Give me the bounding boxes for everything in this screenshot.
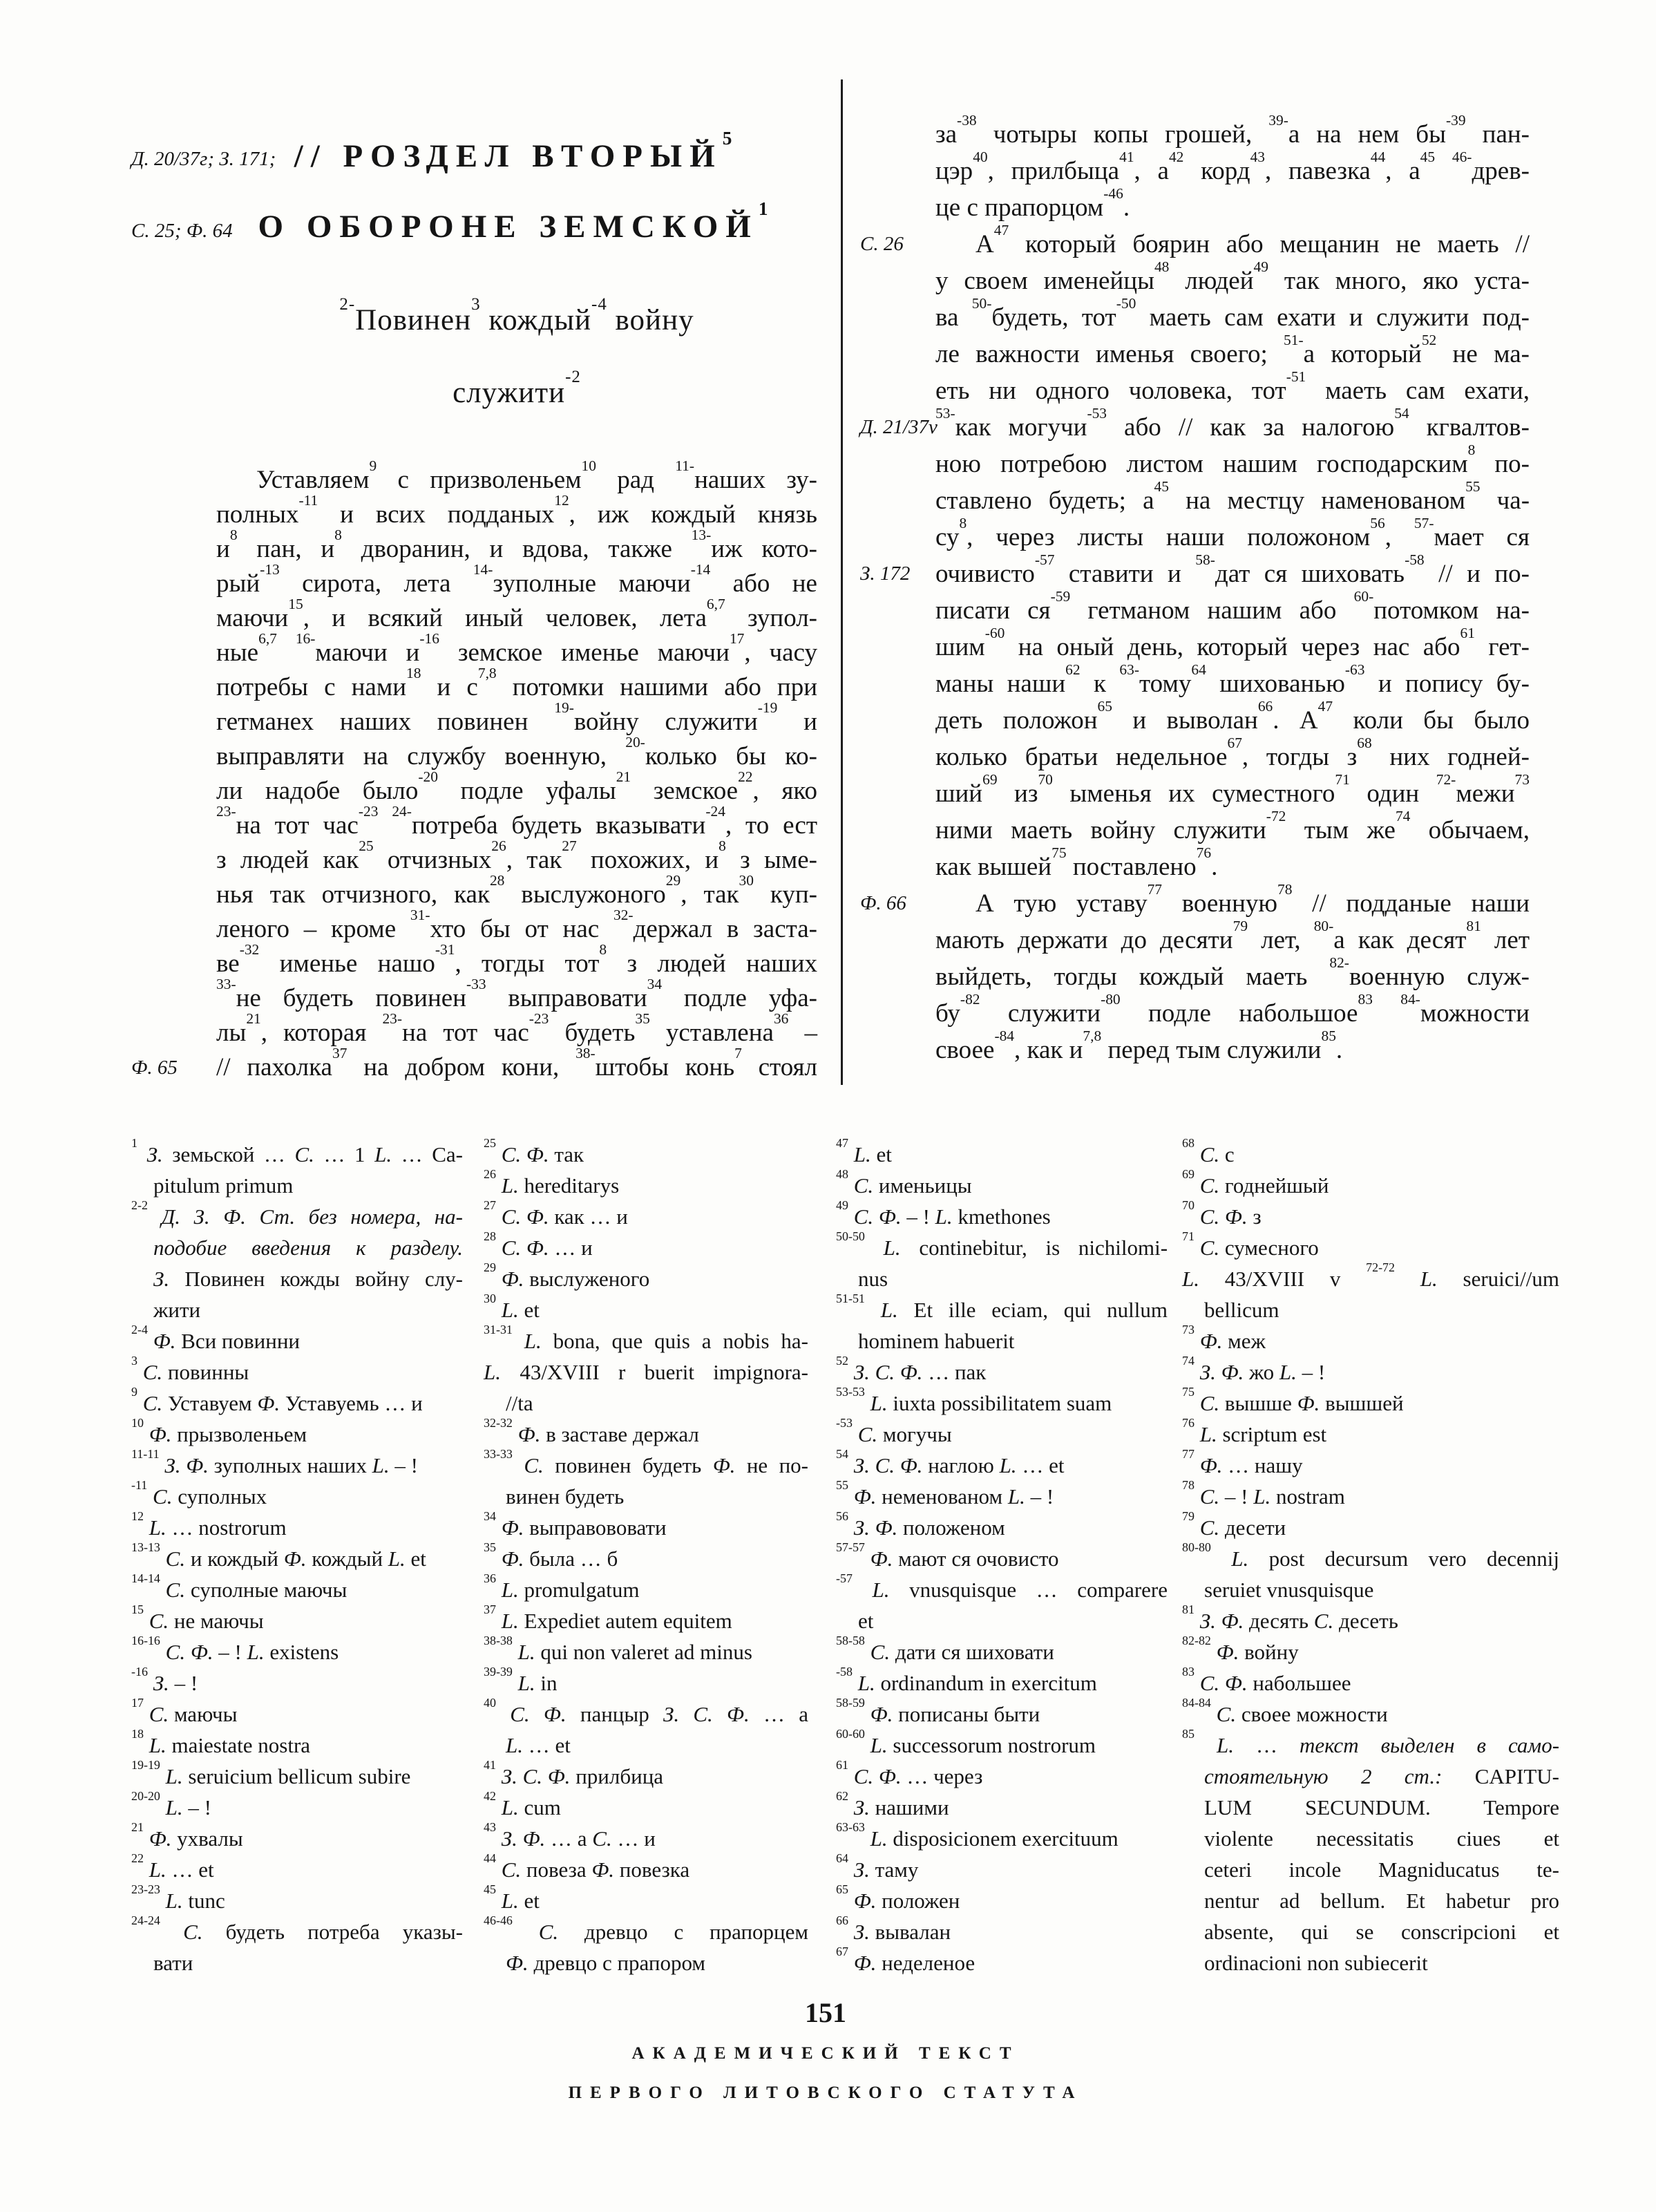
text-line: $^{23-23}$ L. tunc [131, 1882, 225, 1913]
text-line: $^{66}$ З. вывалан [836, 1913, 951, 1944]
text-line: стоятельную 2 ст.: CAPITU- [1204, 1764, 1559, 1788]
text-line: $^{19-19}$ L. seruicium bellicum subire [131, 1757, 411, 1788]
text-line: $^{48}$ С. именьицы [836, 1166, 972, 1198]
text-line: $А^{47}$ который боярин або мещанин не маеть // [975, 221, 1530, 258]
text-line: $^{10}$ Ф. прызволеньем [131, 1415, 307, 1446]
text-line: $^{-57}$ L. vnusquisque … comparere [836, 1571, 1168, 1602]
text-line: $^{25}$ С. Ф. так [484, 1135, 584, 1166]
text-line: LUM SECUNDUM. Tempore [1204, 1795, 1559, 1819]
text-line: у своем именейцы$^{48}$ людей$^{49}$ так много, яко уста- [935, 258, 1530, 295]
text-line: $бу^{-82}$ служити$^{-80}$ подле набольшое$^{83}$ $^{84-}$можности [935, 990, 1530, 1028]
text-line: pitulum primum [153, 1173, 294, 1198]
text-line: $^{84-84}$ С. своее можности [1182, 1695, 1388, 1726]
text-line: $^{15}$ С. не маючы [131, 1602, 264, 1633]
text-line: $^{26}$ L. hereditarys [484, 1166, 620, 1198]
text-line: $^{-58}$ L. ordinandum in exercitum [836, 1664, 1097, 1695]
margin-sigla-line-1: Д. 20/37г; З. 171; [131, 148, 276, 170]
text-line: $^{2-2}$ Д. З. Ф. Ст. без номера, на- [131, 1198, 463, 1229]
text-line: seruiet vnusquisque [1204, 1578, 1374, 1602]
text-line: своее$^{-84}$, как $и^{7,8}$ перед тым служили$^{85}$. [935, 1027, 1343, 1064]
text-line: $^{17}$ С. маючы [131, 1695, 238, 1726]
text-line: ceteri incole Magniducatus te- [1204, 1857, 1559, 1882]
text-line: $^{55}$ Ф. неменованом L. – ! [836, 1477, 1054, 1509]
text-line: $^{21}$ Ф. ухвалы [131, 1819, 243, 1851]
text-line: $^{82-82}$ Ф. войну [1182, 1633, 1299, 1664]
text-line: $^{40}$ С. Ф. панцыр З. С. Ф. … а [484, 1695, 809, 1726]
text-line: $^{70}$ С. Ф. з [1182, 1198, 1262, 1229]
text-line: нья так отчизного, как$^{28}$ выслужоного$^{29}$, так$^{30}$ куп- [216, 871, 817, 909]
right-text-column [935, 111, 1530, 1068]
text-line: жити [153, 1298, 201, 1322]
text-line: $^{18}$ L. maiestate nostra [131, 1726, 311, 1757]
text-line: $^{50-50}$ L. continebitur, is nichilomi- [836, 1229, 1168, 1260]
text-line: маны наши$^{62}$ к $^{63-}$тому$^{64}$ шихованью$^{-63}$ и попису бу- [935, 661, 1530, 698]
text-line: L. 43/XVIII v $^{72-72}$ L. seruici//um [1182, 1260, 1559, 1291]
chapter-title-line-1: // РОЗДЕЛ ВТОРЫЙ$^5$ [294, 128, 740, 174]
article-title-line-1: $^{2-}$Повинен$^3$ кождый$^{-4}$ войну [339, 294, 694, 337]
text-line: $^{-16}$ З. – ! [131, 1664, 198, 1695]
text-line: $^{36}$ L. promulgatum [484, 1571, 640, 1602]
margin-note: Ф. 65 [131, 1057, 178, 1079]
text-line: $^{68}$ С. с [1182, 1135, 1235, 1166]
column-divider-rule [841, 79, 843, 1085]
text-line: $^{81}$ З. Ф. десять С. десеть [1182, 1602, 1398, 1633]
text-line: //ta [506, 1391, 533, 1415]
article-heading [216, 294, 817, 413]
margin-note: С. 26 [860, 233, 904, 255]
text-line: $ве^{-32}$ именье нашо$^{-31}$, тогды тот$^8$ з людей наших [216, 940, 817, 978]
text-line: $су^8$, через листы наши положоном$^{56}$, $^{57-}$мает ся [935, 514, 1530, 551]
text-line: violente necessitatis ciues et [1204, 1826, 1559, 1851]
text-line: $лы^{21}$, которая $^{23-}$на тот час$^{-23}$ будеть$^{35}$ уставлена$^{36}$ – [216, 1010, 817, 1047]
text-line: ними маеть войну служити$^{-72}$ тым $же^{74}$ обычаем, [935, 807, 1530, 844]
text-line: $и^8$ пан, $и^8$ дворанин, и вдова, также $^{13-}$иж кото- [216, 526, 818, 563]
text-line: це с прапорцом$^{-46}$. [935, 185, 1130, 222]
text-line: $^{33-}$не будеть повинен$^{-33}$ выправовати$^{34}$ подле уфа- [216, 975, 817, 1012]
text-line: $^{43}$ З. Ф. … а С. … и [484, 1819, 656, 1851]
text-line: // пахолка$^{37}$ на добром кони, $^{38-}$штобы конь$^7$ стоял [216, 1044, 817, 1081]
text-line: absente, qui se conscripcioni et [1204, 1920, 1559, 1944]
text-line: $^{83}$ С. Ф. набольшее [1182, 1664, 1351, 1695]
text-line: $^{20-20}$ L. – ! [131, 1788, 211, 1819]
text-line: $^{67}$ Ф. неделеное [836, 1944, 975, 1975]
text-line: $^{28}$ С. Ф. … и [484, 1229, 593, 1260]
text-line: писати $ся^{-59}$ гетманом нашим або $^{60-}$потомком на- [935, 587, 1530, 625]
text-line: $^{63-63}$ L. disposicionem exercituum [836, 1819, 1119, 1851]
text-line: маючи$^{15}$, и всякий иный человек, лета$^{6,7}$ зупол- [216, 595, 817, 632]
margin-note: З. 172 [860, 563, 911, 585]
text-line: ною потребою листом нашим господарским$^8$ по- [935, 441, 1530, 478]
footnote-column-3 [836, 1135, 1168, 1978]
text-line: $^{12}$ L. … nostrorum [131, 1509, 287, 1540]
text-line: $^{38-38}$ L. qui non valeret ad minus [484, 1633, 752, 1664]
text-line: $^{79}$ С. десети [1182, 1509, 1286, 1540]
margin-sigla-line-2: С. 25; Ф. 64 [131, 220, 233, 242]
footnote-column-2 [484, 1135, 809, 1978]
text-line: очивисто$^{-57}$ ставити и $^{58-}$дат ся шиховать$^{-58}$ // и по- [935, 551, 1530, 588]
footer-caption-line-1: АКАДЕМИЧЕСКИЙ ТЕКСТ [631, 2044, 1020, 2063]
text-line: $^{53-}$как могучи$^{-53}$ або // как за налогою$^{54}$ кгвалтов- [935, 404, 1530, 442]
text-line: $^{2-4}$ Ф. Вси повинни [131, 1322, 301, 1353]
text-line: $^{16-16}$ С. Ф. – ! L. existens [131, 1633, 339, 1664]
text-line: $^{41}$ З. С. Ф. прилбица [484, 1757, 664, 1788]
text-line: $^{85}$ L. … текст выделен в само- [1182, 1726, 1560, 1757]
text-line: $^{74}$ З. Ф. жо L. – ! [1182, 1353, 1326, 1384]
text-line: $^{61}$ С. Ф. … через [836, 1757, 983, 1788]
text-line: деть положон$^{65}$ и выволан$^{66}$. $А^{47}$ коли бы было [935, 697, 1530, 735]
text-line: $^{23-}$на тот час$^{-23}$ $^{24-}$потреба будеть вказывати$^{-24}$, то ест [216, 802, 818, 840]
text-line: $^{56}$ З. Ф. положеном [836, 1509, 1005, 1540]
text-line: выправляти на службу военную, $^{20-}$колько бы ко- [216, 733, 817, 771]
footnote-column-1 [131, 1135, 464, 1978]
text-line: винен будеть [506, 1484, 625, 1509]
text-line: $^{30}$ L. et [484, 1291, 540, 1322]
text-line: $^{34}$ Ф. выправововати [484, 1509, 667, 1540]
text-line: мають держати до десяти$^{79}$ лет, $^{80-}$а как десят$^{81}$ лет [935, 917, 1530, 954]
text-line: цэр$^{40}$, прилбыца$^{41}$, $а^{42}$ корд$^{43}$, павезка$^{44}$, $а^{45}$ $^{46-}$древ- [935, 148, 1530, 185]
text-line: $^{53-53}$ L. iuxta possibilitatem suam [836, 1384, 1112, 1415]
text-line: $^{46-46}$ С. древцо с прапорцем [484, 1913, 808, 1944]
text-line: $^{51-51}$ L. Et ille eciam, qui nullum [836, 1291, 1168, 1322]
text-line: $^{13-13}$ С. и кождый Ф. кождый L. et [131, 1540, 426, 1571]
margin-note: Ф. 66 [860, 892, 906, 914]
text-line: подобие введения к разделу. [153, 1236, 463, 1260]
text-line: $^1$ З. земьской … С. … 1 L. … Ca- [131, 1135, 464, 1166]
text-line: вати [153, 1951, 193, 1975]
text-line: ле важности именья своего; $^{51-}$а который$^{52}$ не ма- [935, 331, 1530, 368]
text-line: еть ни одного чоловека, тот$^{-51}$ маеть сам ехати, [935, 368, 1530, 405]
footnote-column-4 [1182, 1135, 1560, 1978]
text-line: $^{-53}$ С. могучы [836, 1415, 952, 1446]
footer-caption-line-2: ПЕРВОГО ЛИТОВСКОГО СТАТУТА [568, 2083, 1083, 2102]
text-line: hominem habuerit [858, 1329, 1015, 1353]
text-line: L. … et [506, 1733, 571, 1757]
text-line: Ф. древцо с прапором [506, 1951, 706, 1975]
text-line: з людей как$^{25}$ отчизных$^{26}$, так$^{27}$ похожих, $и^8$ з ыме- [216, 837, 817, 874]
margin-note: Д. 21/37v [860, 416, 938, 438]
text-line: nentur ad bellum. Et habetur pro [1204, 1889, 1559, 1913]
text-line: потребы с нами$^{18}$ и $с^{7,8}$ потомки нашими або при [216, 664, 817, 701]
text-line: выйдеть, тогды кождый маеть $^{82-}$военную служ- [935, 954, 1530, 991]
text-line: леного – кроме $^{31-}$хто бы от нас $^{32-}$держал в заста- [216, 906, 817, 943]
text-line: $^{71}$ С. сумесного [1182, 1229, 1319, 1260]
text-line: $^{14-14}$ С. суполные маючы [131, 1571, 348, 1602]
text-line: ва $^{50-}$будеть, тот$^{-50}$ маеть сам ехати и служити под- [935, 294, 1530, 332]
text-line: $^{78}$ С. – ! L. nostram [1182, 1477, 1345, 1509]
text-line: $^{42}$ L. cum [484, 1788, 561, 1819]
text-line: $^{52}$ З. С. Ф. … пак [836, 1353, 987, 1384]
text-line: $^{33-33}$ С. повинен будеть Ф. не по- [484, 1446, 809, 1477]
text-line: $^{57-57}$ Ф. мают ся очовисто [836, 1540, 1059, 1571]
text-line: $^{47}$ L. et [836, 1135, 892, 1166]
text-line: А тую уставу$^{77}$ военную$^{78}$ // подданые наши [975, 880, 1530, 918]
text-line: ли надобе было$^{-20}$ подле уфалы$^{21}$ земское$^{22}$, яко [216, 768, 817, 805]
text-line: $^{60-60}$ L. successorum nostrorum [836, 1726, 1096, 1757]
text-line: рый$^{-13}$ сирота, лета $^{14-}$зуполные маючи$^{-14}$ або не [216, 560, 817, 598]
text-line: $^{44}$ С. повеза Ф. повезка [484, 1851, 690, 1882]
text-line: $^3$ С. повинны [131, 1353, 249, 1384]
text-line: $^{58-58}$ С. дати ся шиховати [836, 1633, 1054, 1664]
text-line: et [858, 1609, 874, 1633]
text-line: $за^{-38}$ чотыры копы грошей, $^{39-}$а на нем $бы^{-39}$ пан- [935, 111, 1530, 149]
text-line: $^{32-32}$ Ф. в заставе держал [484, 1415, 699, 1446]
text-line: $^{64}$ З. таму [836, 1851, 919, 1882]
text-line: $^{77}$ Ф. … нашу [1182, 1446, 1303, 1477]
text-line: Уставляем$^9$ с призволеньем$^{10}$ рад $^{11-}$наших зу- [256, 457, 817, 494]
text-line: L. 43/XVIII r buerit impignora- [484, 1360, 808, 1384]
text-line: $^{-11}$ С. суполных [131, 1477, 267, 1509]
text-line: полных$^{-11}$ и всих подданых$^{12}$, иж кождый князь [216, 491, 818, 529]
text-line: $^{37}$ L. Expediet autem equitem [484, 1602, 732, 1633]
text-line: $^{73}$ Ф. меж [1182, 1322, 1266, 1353]
text-line: nus [858, 1267, 888, 1291]
text-line: $^{75}$ С. вышше Ф. вышшей [1182, 1384, 1404, 1415]
left-text-column [216, 457, 818, 1085]
text-line: $^{76}$ L. scriptum est [1182, 1415, 1327, 1446]
text-line: $^{29}$ Ф. выслуженого [484, 1260, 650, 1291]
text-line: ший$^{69}$ $из^{70}$ ыменья их суместного$^{71}$ один $^{72-}$межи$^{73}$ [935, 771, 1530, 808]
text-line: $^9$ С. Уставуем Ф. Уставуемь … и [131, 1384, 423, 1415]
text-line: $^{45}$ L. et [484, 1882, 540, 1913]
text-line: $^{22}$ L. … et [131, 1851, 214, 1882]
text-line: $^{39-39}$ L. in [484, 1664, 558, 1695]
text-line: шим$^{-60}$ на оный день, который через нас або$^{61}$ гет- [935, 624, 1530, 661]
page-number: 151 [805, 1997, 846, 2028]
text-line: ordinacioni non subiecerit [1204, 1951, 1428, 1975]
article-title-line-2: служити$^{-2}$ [453, 367, 581, 409]
text-line: $^{35}$ Ф. была … б [484, 1540, 618, 1571]
text-line: ставлено будеть; $а^{45}$ на местцу наменованом$^{55}$ ча- [935, 478, 1530, 515]
text-line: З. Повинен кожды войну слу- [153, 1267, 463, 1291]
text-line: $^{65}$ Ф. положен [836, 1882, 960, 1913]
text-line: $^{27}$ С. Ф. как … и [484, 1198, 628, 1229]
text-line: $^{62}$ З. нашими [836, 1788, 949, 1819]
text-line: $^{58-59}$ Ф. пописаны быти [836, 1695, 1040, 1726]
text-line: $^{24-24}$ С. будеть потреба указы- [131, 1913, 463, 1944]
chapter-heading [216, 128, 817, 246]
text-line: $^{49}$ С. Ф. – ! L. kmethones [836, 1198, 1051, 1229]
text-line: колько братьи недельное$^{67}$, тогды $з^{68}$ них годней- [935, 734, 1530, 771]
text-line: $^{54}$ З. С. Ф. наглою L. … et [836, 1446, 1065, 1477]
text-line: гетманех наших повинен $^{19-}$войну служити$^{-19}$ и [216, 699, 817, 736]
text-line: ные$^{6,7}$ $^{16-}$маючи $и^{-16}$ земское именье маючи$^{17}$, часу [216, 630, 817, 667]
text-line: $^{31-31}$ L. bona, que quis a nobis ha- [484, 1322, 808, 1353]
text-line: $^{80-80}$ L. post decursum vero decennij [1182, 1540, 1559, 1571]
chapter-title-line-2: О ОБОРОНЕ ЗЕМСКОЙ$^1$ [258, 198, 776, 245]
text-line: как вышей$^{75}$ поставлено$^{76}$. [935, 844, 1218, 881]
text-line: $^{69}$ С. годнейшый [1182, 1166, 1329, 1198]
text-line: $^{11-11}$ З. Ф. зуполных наших L. – ! [131, 1446, 418, 1477]
text-line: bellicum [1204, 1298, 1279, 1322]
